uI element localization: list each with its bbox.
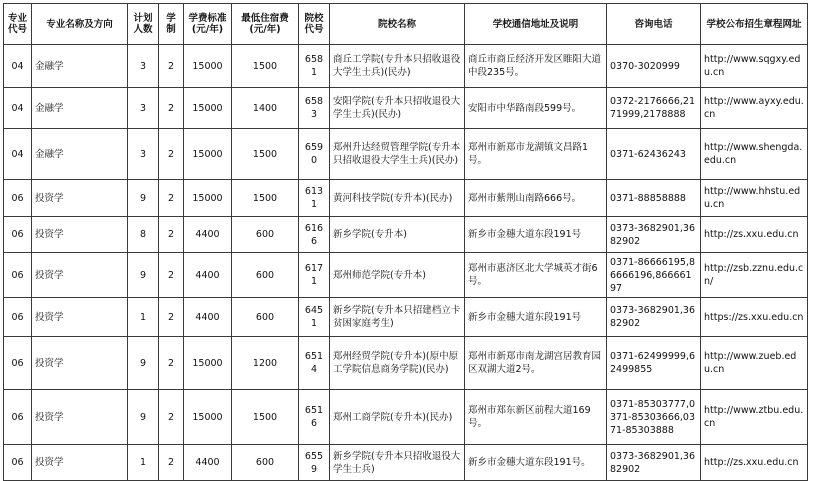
header-major-name: 专业名称及方向 [32,4,128,45]
cell-plan-count: 3 [128,45,159,88]
cell-website: http://www.hhstu.edu.cn [701,180,808,217]
cell-address: 新乡市金穗大道东段191号 [465,298,607,337]
cell-duration: 2 [159,253,184,298]
cell-lodging: 1200 [232,337,299,390]
table-row [4,180,808,217]
cell-major-code: 04 [4,129,32,180]
cell-duration: 2 [159,88,184,129]
cell-tuition: 4400 [184,445,232,481]
cell-major-name: 投资学 [32,180,128,217]
table-row [4,45,808,88]
cell-major-name: 金融学 [32,45,128,88]
cell-address: 郑州市新郑市南龙湖宫居教育园区双湖大道2号。 [465,337,607,390]
cell-duration: 2 [159,298,184,337]
cell-lodging: 600 [232,217,299,253]
cell-school-code: 6514 [299,337,330,390]
cell-tuition: 4400 [184,253,232,298]
cell-website: http://www.shengda.edu.cn [701,129,808,180]
cell-plan-count: 9 [128,180,159,217]
cell-major-code: 06 [4,445,32,481]
cell-plan-count: 1 [128,445,159,481]
cell-phone: 0371-88858888 [607,180,701,217]
cell-school-code: 6166 [299,217,330,253]
header-plan-count: 计划人数 [128,4,159,45]
cell-major-code: 06 [4,180,32,217]
cell-lodging: 600 [232,445,299,481]
header-address: 学校通信地址及说明 [465,4,607,45]
cell-phone: 0372-2176666,2171999,2178888 [607,88,701,129]
cell-major-code: 06 [4,390,32,445]
table-row [4,298,808,337]
cell-address: 郑州市惠济区北大学城英才街6号。 [465,253,607,298]
cell-tuition: 15000 [184,337,232,390]
cell-phone: 0373-3682901,3682902 [607,217,701,253]
cell-phone: 0371-62436243 [607,129,701,180]
cell-major-name: 金融学 [32,88,128,129]
admissions-table [3,3,808,481]
cell-tuition: 15000 [184,129,232,180]
header-phone: 咨询电话 [607,4,701,45]
cell-address: 安阳市中华路南段599号。 [465,88,607,129]
cell-phone: 0370-3020999 [607,45,701,88]
cell-school-name: 黄河科技学院(专升本)(民办) [330,180,465,217]
cell-plan-count: 1 [128,298,159,337]
cell-phone: 0373-3682901,3682902 [607,298,701,337]
cell-address: 新乡市金穗大道东段191号。 [465,445,607,481]
cell-duration: 2 [159,337,184,390]
cell-school-name: 郑州经贸学院(专升本)(原中原工学院信息商务学院)(民办) [330,337,465,390]
cell-website: http://zs.xxu.edu.cn [701,217,808,253]
cell-school-code: 6451 [299,298,330,337]
cell-school-name: 新乡学院(专升本只招收退役大学生士兵) [330,445,465,481]
table-row [4,337,808,390]
header-duration: 学制 [159,4,184,45]
cell-lodging: 1500 [232,45,299,88]
cell-lodging: 1500 [232,129,299,180]
cell-plan-count: 8 [128,217,159,253]
cell-address: 郑州市新郑市龙湖镇文昌路1号。 [465,129,607,180]
cell-major-name: 投资学 [32,445,128,481]
cell-school-name: 郑州工商学院(专升本)(民办) [330,390,465,445]
table-row [4,253,808,298]
cell-tuition: 15000 [184,45,232,88]
cell-school-name: 郑州师范学院(专升本) [330,253,465,298]
cell-major-name: 投资学 [32,298,128,337]
table-row [4,390,808,445]
cell-plan-count: 3 [128,129,159,180]
cell-tuition: 4400 [184,298,232,337]
header-website: 学校公布招生章程网址 [701,4,808,45]
cell-plan-count: 9 [128,337,159,390]
cell-duration: 2 [159,217,184,253]
cell-address: 郑州市紫荆山南路666号。 [465,180,607,217]
header-lodging: 最低住宿费(元/年) [232,4,299,45]
cell-major-name: 投资学 [32,337,128,390]
cell-school-name: 新乡学院(专升本) [330,217,465,253]
cell-duration: 2 [159,390,184,445]
cell-school-code: 6171 [299,253,330,298]
cell-phone: 0373-3682901,3682902 [607,445,701,481]
cell-major-code: 04 [4,45,32,88]
cell-phone: 0371-85303777,0371-85303666,0371-85303888 [607,390,701,445]
cell-duration: 2 [159,129,184,180]
cell-plan-count: 9 [128,390,159,445]
cell-lodging: 1400 [232,88,299,129]
cell-address: 商丘市商丘经济开发区睢阳大道中段235号。 [465,45,607,88]
cell-address: 郑州市郑东新区前程大道169号。 [465,390,607,445]
cell-phone: 0371-62499999,62499855 [607,337,701,390]
cell-school-code: 6590 [299,129,330,180]
cell-school-code: 6131 [299,180,330,217]
table-row [4,445,808,481]
cell-duration: 2 [159,445,184,481]
cell-major-code: 06 [4,253,32,298]
cell-plan-count: 9 [128,253,159,298]
cell-tuition: 15000 [184,390,232,445]
cell-website: http://www.ztbu.edu.cn [701,390,808,445]
cell-address: 新乡市金穗大道东段191号 [465,217,607,253]
header-school-name: 院校名称 [330,4,465,45]
cell-tuition: 15000 [184,88,232,129]
cell-phone: 0371-86666195,86666196,86666197 [607,253,701,298]
header-school-code: 院校代号 [299,4,330,45]
cell-major-code: 04 [4,88,32,129]
cell-school-name: 郑州升达经贸管理学院(专升本只招收退役大学生士兵)(民办) [330,129,465,180]
table-row [4,129,808,180]
cell-website: http://www.zueb.edu.cn [701,337,808,390]
cell-major-code: 06 [4,337,32,390]
cell-school-name: 新乡学院(专升本只招建档立卡贫困家庭考生) [330,298,465,337]
cell-major-name: 投资学 [32,253,128,298]
cell-duration: 2 [159,45,184,88]
table-row [4,88,808,129]
cell-school-name: 安阳学院(专升本只招收退役大学生士兵)(民办) [330,88,465,129]
cell-school-code: 6581 [299,45,330,88]
cell-website: http://www.sqgxy.edu.cn [701,45,808,88]
cell-website: https://zs.xxu.edu.cn [701,298,808,337]
cell-lodging: 600 [232,298,299,337]
cell-major-code: 06 [4,298,32,337]
cell-lodging: 1500 [232,390,299,445]
cell-website: http://zsb.zznu.edu.cn/ [701,253,808,298]
cell-school-code: 6559 [299,445,330,481]
header-tuition: 学费标准(元/年) [184,4,232,45]
cell-school-code: 6583 [299,88,330,129]
cell-school-name: 商丘工学院(专升本只招收退役大学生士兵)(民办) [330,45,465,88]
cell-major-name: 金融学 [32,129,128,180]
cell-tuition: 15000 [184,180,232,217]
cell-major-name: 投资学 [32,217,128,253]
cell-lodging: 1500 [232,180,299,217]
cell-plan-count: 3 [128,88,159,129]
header-major-code: 专业代号 [4,4,32,45]
table-row [4,217,808,253]
cell-school-code: 6516 [299,390,330,445]
cell-tuition: 4400 [184,217,232,253]
cell-website: http://zs.xxu.edu.cn [701,445,808,481]
cell-duration: 2 [159,180,184,217]
cell-website: http://www.ayxy.edu.cn [701,88,808,129]
cell-major-code: 06 [4,217,32,253]
cell-lodging: 600 [232,253,299,298]
header-row [4,4,808,45]
cell-major-name: 投资学 [32,390,128,445]
